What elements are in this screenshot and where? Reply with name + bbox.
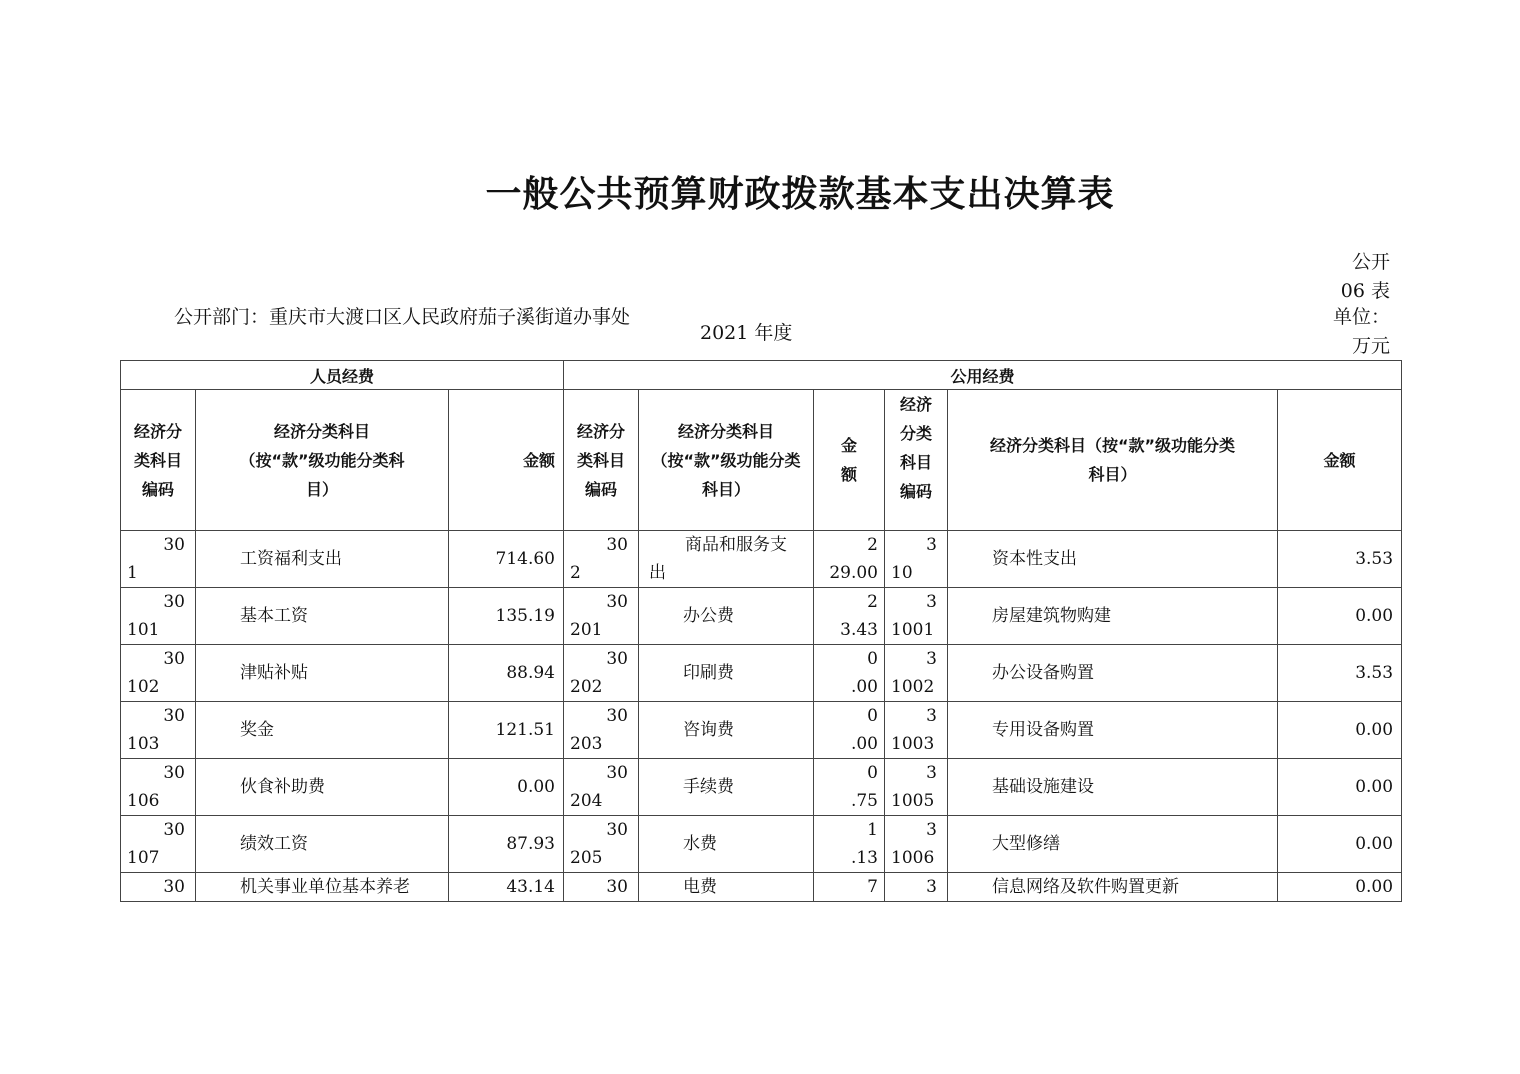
header-amount-1: 金额 <box>449 390 564 531</box>
name-cell: 工资福利支出 <box>196 531 449 588</box>
code-cell: 30 204 <box>564 759 639 816</box>
code-cell: 30 <box>564 873 639 902</box>
code-cell: 30 101 <box>121 588 196 645</box>
header-code-3: 经济分类科目编码 <box>885 390 948 531</box>
name-cell: 印刷费 <box>639 645 814 702</box>
name-cell: 信息网络及软件购置更新 <box>948 873 1278 902</box>
code-cell: 30 203 <box>564 702 639 759</box>
amount-cell: 714.60 <box>449 531 564 588</box>
amount-cell: 7 <box>814 873 885 902</box>
code-cell: 30 2 <box>564 531 639 588</box>
name-cell: 机关事业单位基本养老 <box>196 873 449 902</box>
code-cell: 30 106 <box>121 759 196 816</box>
code-cell: 30 107 <box>121 816 196 873</box>
amount-cell: 121.51 <box>449 702 564 759</box>
amount-cell: 2 3.43 <box>814 588 885 645</box>
code-cell: 30 202 <box>564 645 639 702</box>
amount-cell: 0.00 <box>1278 702 1402 759</box>
table-row <box>121 702 1402 759</box>
name-cell: 手续费 <box>639 759 814 816</box>
table-row <box>121 645 1402 702</box>
name-cell: 专用设备购置 <box>948 702 1278 759</box>
name-cell: 办公费 <box>639 588 814 645</box>
code-cell: 30 103 <box>121 702 196 759</box>
name-cell: 基础设施建设 <box>948 759 1278 816</box>
amount-cell: 0.00 <box>449 759 564 816</box>
amount-cell: 0.00 <box>1278 873 1402 902</box>
amount-cell: 43.14 <box>449 873 564 902</box>
table-row <box>121 873 1402 902</box>
unit-label: 单位： 万元 <box>1332 306 1390 357</box>
amount-cell: 0 .00 <box>814 645 885 702</box>
name-cell: 绩效工资 <box>196 816 449 873</box>
code-cell: 30 201 <box>564 588 639 645</box>
table-row <box>121 759 1402 816</box>
code-cell: 3 1002 <box>885 645 948 702</box>
code-cell: 3 1003 <box>885 702 948 759</box>
code-cell: 30 1 <box>121 531 196 588</box>
code-cell: 3 1001 <box>885 588 948 645</box>
name-cell: 津贴补贴 <box>196 645 449 702</box>
amount-cell: 0.00 <box>1278 759 1402 816</box>
name-cell: 基本工资 <box>196 588 449 645</box>
header-code-1: 经济分类科目编码 <box>121 390 196 531</box>
table-row <box>121 588 1402 645</box>
group-public: 公用经费 <box>564 361 1402 390</box>
code-cell: 3 1006 <box>885 816 948 873</box>
amount-cell: 87.93 <box>449 816 564 873</box>
name-cell: 房屋建筑物购建 <box>948 588 1278 645</box>
name-cell: 大型修缮 <box>948 816 1278 873</box>
table-row <box>121 531 1402 588</box>
group-personnel: 人员经费 <box>121 361 564 390</box>
header-amount-2: 金额 <box>814 390 885 531</box>
code-cell: 30 <box>121 873 196 902</box>
form-number: 公开 06 表 <box>1340 251 1390 302</box>
header-name-1: 经济分类科目（按“款”级功能分类科目） <box>196 390 449 531</box>
header-name-3: 经济分类科目（按“款”级功能分类科目） <box>948 390 1278 531</box>
page-title: 一般公共预算财政拨款基本支出决算表 <box>485 174 1115 215</box>
amount-cell: 135.19 <box>449 588 564 645</box>
fiscal-year: 2021 年度 <box>700 322 793 344</box>
amount-cell: 0 .00 <box>814 702 885 759</box>
name-cell: 咨询费 <box>639 702 814 759</box>
name-cell: 资本性支出 <box>948 531 1278 588</box>
name-cell: 伙食补助费 <box>196 759 449 816</box>
table-row <box>121 816 1402 873</box>
expenditure-table <box>120 360 1402 902</box>
amount-cell: 0 .75 <box>814 759 885 816</box>
amount-cell: 2 29.00 <box>814 531 885 588</box>
header-code-2: 经济分类科目编码 <box>564 390 639 531</box>
amount-cell: 1 .13 <box>814 816 885 873</box>
name-cell: 办公设备购置 <box>948 645 1278 702</box>
amount-cell: 0.00 <box>1278 588 1402 645</box>
name-cell: 奖金 <box>196 702 449 759</box>
header-name-2: 经济分类科目（按“款”级功能分类科目） <box>639 390 814 531</box>
name-cell: 商品和服务支 出 <box>639 531 814 588</box>
code-cell: 3 1005 <box>885 759 948 816</box>
name-cell: 电费 <box>639 873 814 902</box>
code-cell: 30 102 <box>121 645 196 702</box>
amount-cell: 0.00 <box>1278 816 1402 873</box>
amount-cell: 88.94 <box>449 645 564 702</box>
code-cell: 3 <box>885 873 948 902</box>
amount-cell: 3.53 <box>1278 531 1402 588</box>
code-cell: 3 10 <box>885 531 948 588</box>
amount-cell: 3.53 <box>1278 645 1402 702</box>
name-cell: 水费 <box>639 816 814 873</box>
header-amount-3: 金额 <box>1278 390 1402 531</box>
department-label: 公开部门：重庆市大渡口区人民政府茄子溪街道办事处 <box>174 306 631 328</box>
code-cell: 30 205 <box>564 816 639 873</box>
